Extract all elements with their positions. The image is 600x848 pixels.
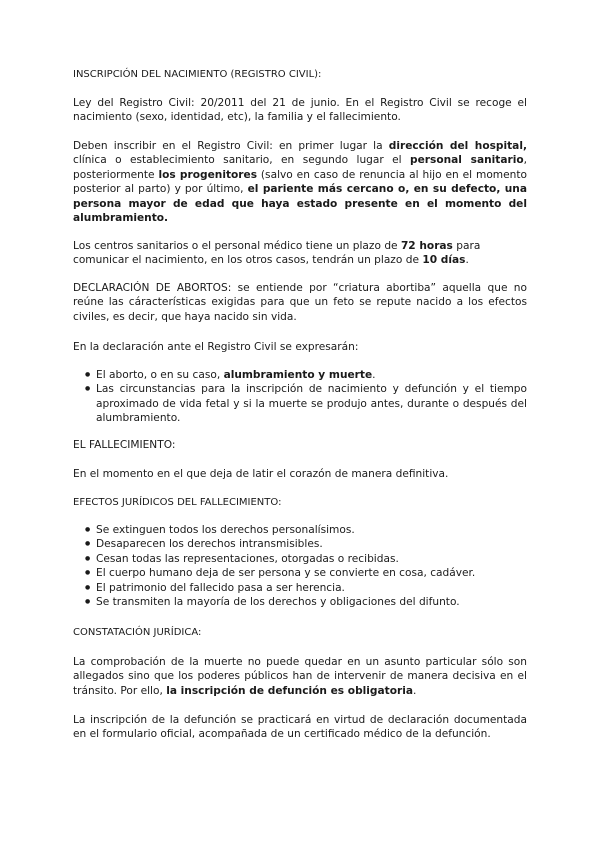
list-item: ● Cesan todas las representaciones, otorgadas o recibidas. bbox=[73, 552, 527, 566]
list-item: ● El cuerpo humano deja de ser persona y se convierte en cosa, cadáver. bbox=[73, 566, 527, 580]
list-item: ● El patrimonio del fallecido pasa a ser herencia. bbox=[73, 581, 527, 595]
paragraph-fallecimiento: En el momento en el que deja de latir el corazón de manera definitiva. bbox=[73, 468, 449, 480]
paragraph-deben-inscribir: Deben inscribir en el Registro Civil: en primer lugar la dirección del hospital, clínica o establecimiento sanitario, en segundo lugar el personal sanitario, posteriormente los progenitores (salvo en caso de renuncia al hijo en el momento posterior al parto) y por último, el pariente más cercano o, en su defecto, una persona mayor de edad que haya estado presente en el momento del alumbramiento. bbox=[73, 140, 527, 225]
paragraph-declaracion-registro: En la declaración ante el Registro Civil se expresarán: bbox=[73, 341, 359, 353]
section-title-inscripcion: INSCRIPCIÓN DEL NACIMIENTO (REGISTRO CIVIL): bbox=[73, 69, 322, 80]
section-title-efectos: EFECTOS JURÍDICOS DEL FALLECIMIENTO: bbox=[73, 497, 282, 508]
list-item: ● Desaparecen los derechos intransmisibles. bbox=[73, 537, 527, 551]
list-item: ● Se transmiten la mayoría de los derechos y obligaciones del difunto. bbox=[73, 595, 527, 609]
list-item: ● Se extinguen todos los derechos personalísimos. bbox=[73, 523, 527, 537]
paragraph-plazo: Los centros sanitarios o el personal médico tiene un plazo de 72 horas para comunicar el nacimiento, en los otros casos, tendrán un plazo de 10 días. bbox=[73, 240, 481, 267]
section-title-constatacion: CONSTATACIÓN JURÍDICA: bbox=[73, 627, 202, 638]
list-declaracion bbox=[73, 368, 527, 426]
paragraph-comprobacion: La comprobación de la muerte no puede quedar en un asunto particular sólo son allegados sino que los poderes públicos han de intervenir de manera decisiva en el tránsito. Por ello, la inscripción de defunción es obligatoria. bbox=[73, 656, 527, 697]
paragraph-ley: Ley del Registro Civil: 20/2011 del 21 de junio. En el Registro Civil se recoge el nacimiento (sexo, identidad, etc), la familia y el fallecimiento. bbox=[73, 97, 527, 124]
paragraph-inscripcion-defuncion: La inscripción de la defunción se practicará en virtud de declaración documentada en el formulario oficial, acompañada de un certificado médico de la defunción. bbox=[73, 714, 527, 741]
abortos-label: DECLARACIÓN DE ABORTOS: bbox=[73, 282, 232, 294]
list-item: ● El aborto, o en su caso, alumbramiento y muerte. bbox=[73, 368, 527, 382]
list-efectos bbox=[73, 523, 527, 609]
paragraph-declaracion-abortos: DECLARACIÓN DE ABORTOS: se entiende por “criatura abortiba” aquella que no reúne las cáracterísticas exigidas para que un feto se repute nacido a los efectos civiles, es decir, que haya nacido sin vida. bbox=[73, 282, 527, 323]
list-item: ● Las circunstancias para la inscripción de nacimiento y defunción y el tiempo aproximado de vida fetal y si la muerte se produjo antes, durante o después del alumbramiento. bbox=[73, 382, 527, 425]
section-title-fallecimiento: EL FALLECIMIENTO: bbox=[73, 439, 176, 451]
